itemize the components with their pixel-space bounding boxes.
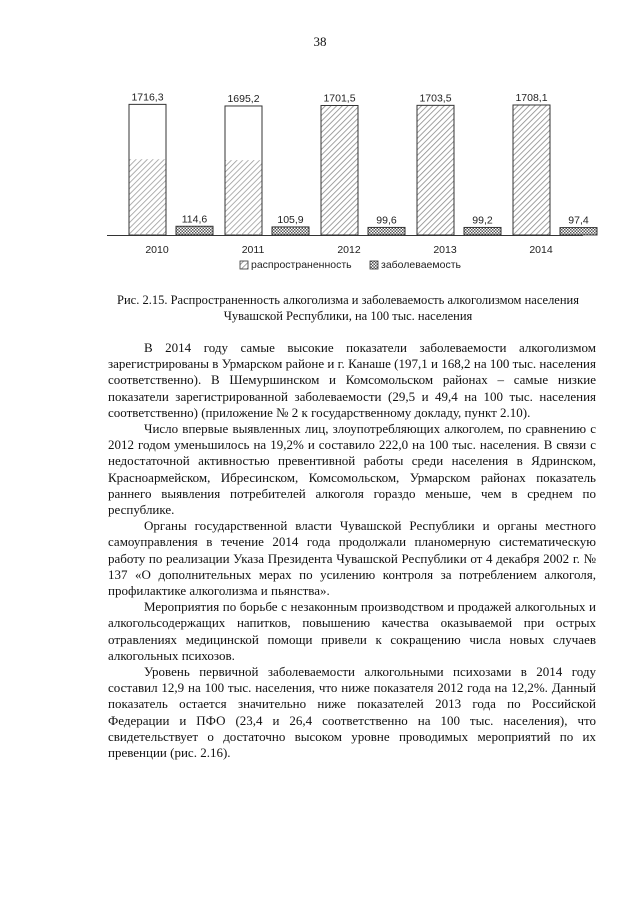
- paragraph-3: Органы государственной власти Чувашской Республики и органы местного самоуправления в течение 2014 года продолжали планомерную систематическую работу по реализации Указа Президента Чувашской Республики от 4 декабря 2002 г. № 137 «О дополнительных мерах по усилению контроля за потреблением алкоголя, профилактике алкоголизма и пьянства».: [108, 518, 596, 599]
- bar-prevalence-2014: [513, 105, 550, 235]
- bar-prevalence-2013: [417, 105, 454, 235]
- value-label-incidence-2013: 99,2: [472, 214, 493, 227]
- value-label-incidence-2010: 114,6: [181, 213, 208, 226]
- x-tick-label-2012: 2012: [337, 244, 361, 256]
- paragraph-1: В 2014 году самые высокие показатели заболеваемости алкоголизмом зарегистрированы в Урмарском районе и г. Канаше (197,1 и 168,2 на 100 тыс. населения соответственно). В Шемуршинском и Комсомольском районах – самые низкие показатели зарегистрированной заболеваемости (29,5 и 49,4 на 100 тыс. населения соответственно) (приложение № 2 к государственному докладу, пункт 2.10).: [108, 340, 596, 420]
- bar-incidence-2012: [368, 227, 405, 235]
- bar-incidence-2014: [560, 228, 597, 235]
- caption-line-1: Рис. 2.15. Распространенность алкоголизма и заболеваемость алкоголизмом населения: [117, 293, 579, 307]
- value-label-prevalence-2014: 1708,1: [515, 91, 548, 104]
- paragraph-2: Число впервые выявленных лиц, злоупотребляющих алкоголем, по сравнению с 2012 годом уменьшилось на 19,2% и составило 222,0 на 100 тыс. населения. В связи с недостаточной активностью превентивной работы среди населения в Ядринском, Красноармейском, Ибресинском, Комсомольском, Урмарском районах показатель раннего выявления потребителей алкоголя гораздо меньше, чем в среднем по республике.: [108, 421, 596, 518]
- x-tick-label-2013: 2013: [433, 244, 457, 256]
- bar-incidence-2011: [272, 227, 309, 235]
- caption-line-2: Чувашской Республики, на 100 тыс. населения: [223, 309, 473, 323]
- value-label-incidence-2014: 97,4: [568, 214, 589, 227]
- value-label-incidence-2012: 99,6: [376, 214, 397, 227]
- x-tick-label-2011: 2011: [241, 244, 265, 256]
- value-label-incidence-2011: 105,9: [277, 213, 304, 226]
- value-label-prevalence-2012: 1701,5: [323, 92, 356, 105]
- bar-prevalence-2012: [321, 105, 358, 235]
- legend-swatch-incidence: [370, 261, 378, 269]
- value-label-prevalence-2013: 1703,5: [419, 92, 452, 105]
- paragraph-4: Мероприятия по борьбе с незаконным производством и продажей алкогольных и алкогольсодержащих напитков, повышению качества оказываемой при острых отравлениях медицинской помощи привели к сокращению числа новых случаев алкогольных психозов.: [108, 599, 596, 663]
- x-tick-label-2010: 2010: [145, 244, 169, 256]
- body-text: [108, 340, 596, 761]
- bar-prevalence-hatch-2011: [226, 160, 262, 235]
- legend-swatch-prevalence: [240, 261, 248, 269]
- paragraph-5: Уровень первичной заболеваемости алкогольными психозами в 2014 году составил 12,9 на 100 тыс. населения, что ниже показателя 2012 года на 12,2%. Данный показатель остается значительно ниже показателей 2013 года по Российской Федерации и ПФО (23,4 и 26,4 соответственно на 100 тыс. населения), что свидетельствует о достаточно высоком уровне проводимых мероприятий по их превенции (рис. 2.16).: [108, 664, 596, 761]
- value-label-prevalence-2010: 1716,3: [131, 91, 164, 104]
- bar-chart: [105, 88, 589, 288]
- x-tick-label-2014: 2014: [529, 244, 553, 256]
- legend-label-prevalence: распространенность: [251, 259, 352, 271]
- bar-prevalence-hatch-2010: [130, 159, 166, 235]
- legend-label-incidence: заболеваемость: [381, 259, 461, 271]
- page-number: 38: [313, 34, 327, 49]
- figure-caption: [100, 292, 596, 324]
- bar-incidence-2010: [176, 226, 213, 235]
- value-label-prevalence-2011: 1695,2: [227, 92, 260, 105]
- bar-incidence-2013: [464, 227, 501, 235]
